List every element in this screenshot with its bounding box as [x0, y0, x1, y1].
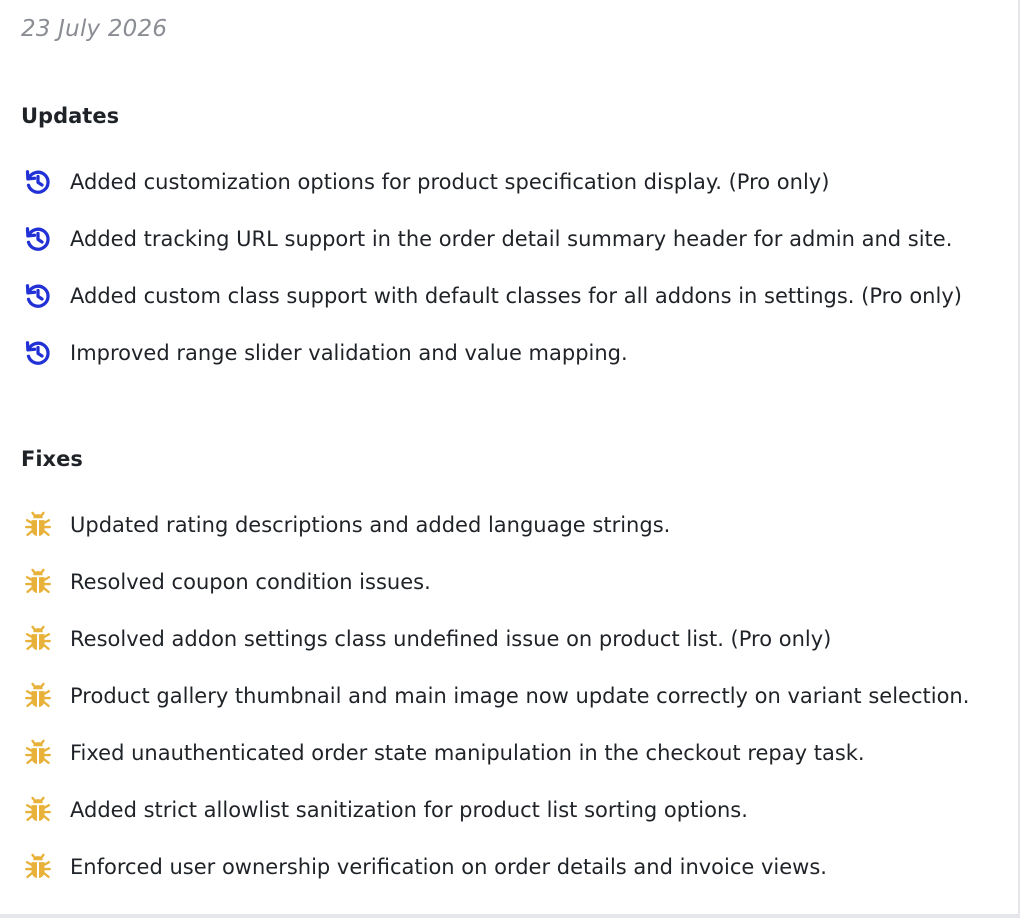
- history-icon: [21, 336, 55, 370]
- update-item-text: Added custom class support with default classes for all addons in settings. (Pro only): [70, 284, 962, 308]
- fix-item-text: Updated rating descriptions and added language strings.: [70, 513, 671, 537]
- fix-item-text: Product gallery thumbnail and main image now update correctly on variant selection.: [70, 684, 970, 708]
- update-item: [21, 222, 962, 279]
- update-item-text: Added customization options for product specification display. (Pro only): [70, 170, 830, 194]
- fix-item: [21, 850, 969, 907]
- bug-icon: [21, 850, 55, 884]
- fix-item-text: Fixed unauthenticated order state manipulation in the checkout repay task.: [70, 741, 865, 765]
- history-icon: [21, 165, 55, 199]
- bug-icon: [21, 622, 55, 656]
- history-icon: [21, 279, 55, 313]
- update-item-text: Improved range slider validation and value mapping.: [70, 341, 628, 365]
- bug-icon: [21, 793, 55, 827]
- fix-item-text: Resolved addon settings class undefined issue on product list. (Pro only): [70, 627, 832, 651]
- fix-item-text: Enforced user ownership verification on order details and invoice views.: [70, 855, 827, 879]
- bug-icon: [21, 565, 55, 599]
- fix-item: [21, 565, 969, 622]
- fix-item-text: Resolved coupon condition issues.: [70, 570, 431, 594]
- fix-item: [21, 679, 969, 736]
- fix-item: [21, 793, 969, 850]
- updates-list: [21, 165, 962, 393]
- fixes-heading: Fixes: [21, 447, 83, 471]
- fix-item-text: Added strict allowlist sanitization for product list sorting options.: [70, 798, 748, 822]
- updates-heading: Updates: [21, 104, 120, 128]
- bug-icon: [21, 508, 55, 542]
- release-date: 23 July 2026: [21, 16, 168, 42]
- fix-item: [21, 622, 969, 679]
- update-item: [21, 279, 962, 336]
- fix-item: [21, 736, 969, 793]
- bug-icon: [21, 736, 55, 770]
- update-item-text: Added tracking URL support in the order detail summary header for admin and site.: [70, 227, 953, 251]
- fixes-list: [21, 508, 969, 907]
- bug-icon: [21, 679, 55, 713]
- update-item: [21, 165, 962, 222]
- fix-item: [21, 508, 969, 565]
- history-icon: [21, 222, 55, 256]
- update-item: [21, 336, 962, 393]
